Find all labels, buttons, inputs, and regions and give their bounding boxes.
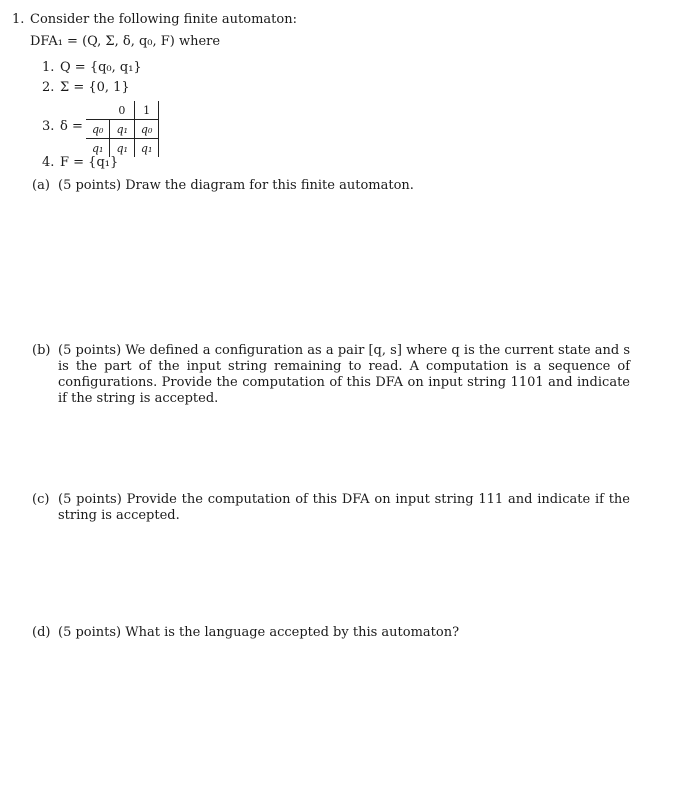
table-cell: q₁: [134, 139, 158, 158]
part-d-label: (d): [32, 625, 51, 640]
table-corner: [86, 101, 110, 120]
item-4-final-states: F = {q₁}: [60, 155, 119, 170]
part-d-text: (5 points) What is the language accepted by this automaton?: [58, 625, 460, 640]
item-1-states: Q = {q₀, q₁}: [60, 60, 142, 75]
part-a-label: (a): [32, 178, 50, 193]
table-header-symbol-0: 0: [110, 101, 134, 120]
item-2-alphabet: Σ = {0, 1}: [60, 80, 130, 95]
table-row: [86, 120, 159, 139]
item-2-number: 2.: [42, 80, 55, 95]
table-state-q0: q₀: [86, 120, 110, 139]
part-a-text: (5 points) Draw the diagram for this finite automaton.: [58, 178, 414, 193]
transition-table: [86, 101, 159, 157]
item-4-number: 4.: [42, 155, 55, 170]
problem-number: 1.: [12, 12, 25, 27]
table-cell: q₁: [110, 120, 134, 139]
table-cell: q₀: [134, 120, 158, 139]
table-state-q1: q₁: [86, 139, 110, 158]
table-header-row: [86, 101, 159, 120]
part-c-label: (c): [32, 492, 50, 507]
part-c-text: (5 points) Provide the computation of this DFA on input string 111 and indicate if the string is accepted.: [58, 492, 630, 523]
item-1-number: 1.: [42, 60, 55, 75]
table-header-symbol-1: 1: [134, 101, 158, 120]
item-3-delta: δ =: [60, 119, 83, 134]
table-cell: q₁: [110, 139, 134, 158]
problem-intro: Consider the following finite automaton:: [30, 12, 297, 27]
part-b-text: (5 points) We defined a configuration as a pair [q, s] where q is the current state and s is the part of the input string remaining to read. A computation is a sequence of configurations. Provide the computation of this DFA on input string 1101 and indicate if the string is accepted.: [58, 343, 630, 406]
item-3-number: 3.: [42, 119, 55, 134]
dfa-definition: DFA₁ = (Q, Σ, δ, q₀, F) where: [30, 34, 221, 49]
part-b-label: (b): [32, 343, 51, 358]
